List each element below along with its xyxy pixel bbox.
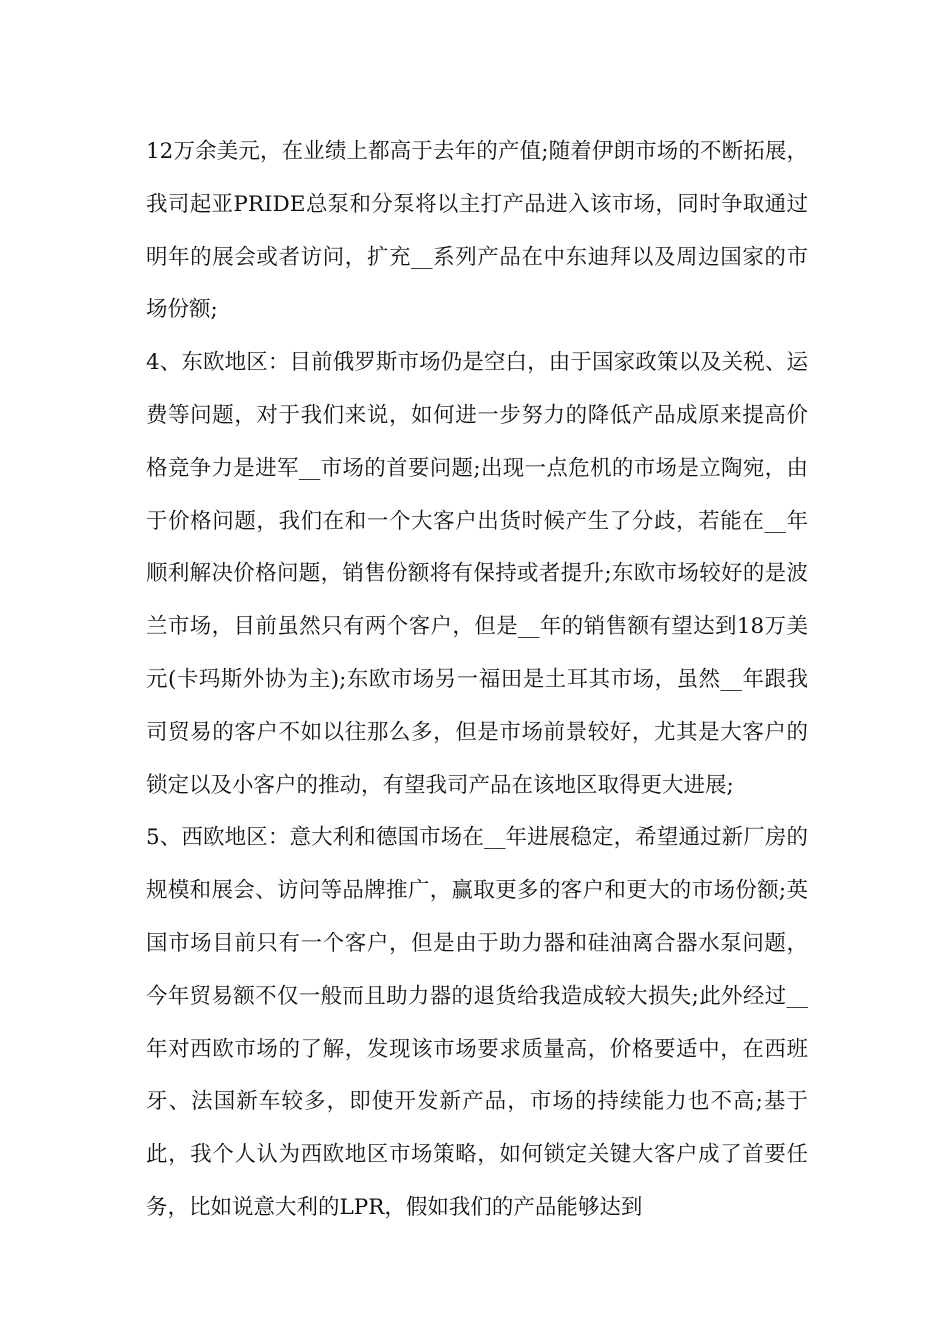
paragraph-western-europe: 5、西欧地区：意大利和德国市场在__年进展稳定，希望通过新厂房的规模和展会、访问等品牌推广，赢取更多的客户和更大的市场份额;英国市场目前只有一个客户，但是由于助力器和硅油离合器水泵问题，今年贸易额不仅一般而且助力器的退货给我造成较大损失;此外经过__年对西欧市场的了解，发现该市场要求质量高，价格要适中，在西班牙、法国新车较多，即使开发新产品，市场的持续能力也不高;基于此，我个人认为西欧地区市场策略，如何锁定关键大客户成了首要任务，比如说意大利的LPR，假如我们的产品能够达到 (146, 825, 808, 1220)
paragraph-middle-east: 12万余美元，在业绩上都高于去年的产值;随着伊朗市场的不断拓展，我司起亚PRIDE总泵和分泵将以主打产品进入该市场，同时争取通过明年的展会或者访问，扩充__系列产品在中东迪拜以及周边国家的市场份额; (146, 139, 808, 323)
document-page (146, 126, 808, 1235)
paragraph-eastern-europe: 4、东欧地区：目前俄罗斯市场仍是空白，由于国家政策以及关税、运费等问题，对于我们来说，如何进一步努力的降低产品成原来提高价格竞争力是进军__市场的首要问题;出现一点危机的市场是立陶宛，由于价格问题，我们在和一个大客户出货时候产生了分歧，若能在__年顺利解决价格问题，销售份额将有保持或者提升;东欧市场较好的是波兰市场，目前虽然只有两个客户，但是__年的销售额有望达到18万美元(卡玛斯外协为主);东欧市场另一福田是土耳其市场，虽然__年跟我司贸易的客户不如以往那么多，但是市场前景较好，尤其是大客户的锁定以及小客户的推动，有望我司产品在该地区取得更大进展; (146, 350, 808, 798)
